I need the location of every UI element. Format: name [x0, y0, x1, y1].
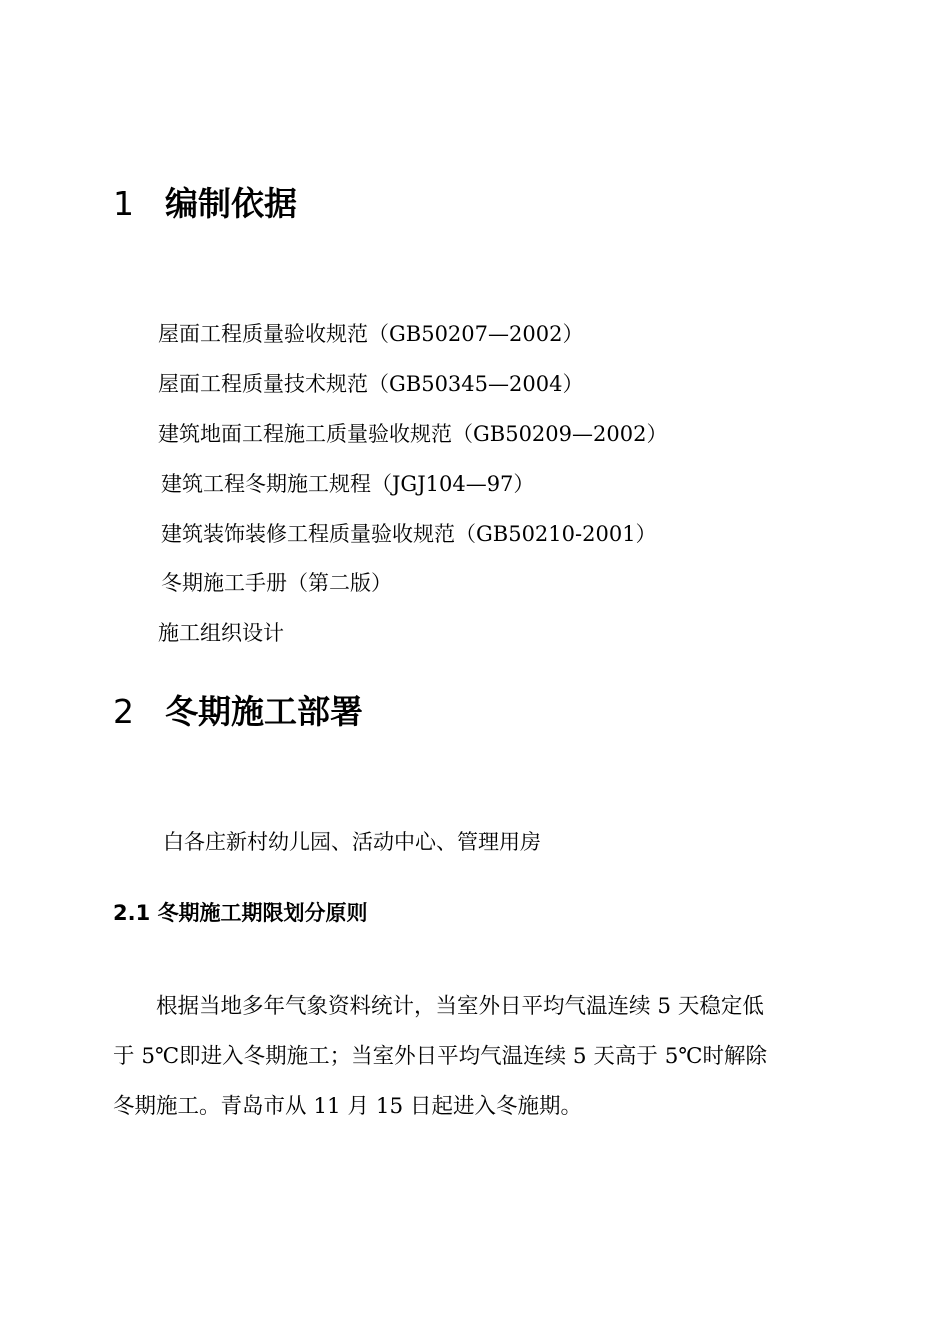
section-2-title: 冬期施工部署	[165, 692, 363, 731]
reference-item: 建筑地面工程施工质量验收规范（GB50209—2002）	[158, 422, 668, 446]
project-name: 白各庄新村幼儿园、活动中心、管理用房	[163, 830, 541, 854]
reference-item: 屋面工程质量技术规范（GB50345—2004）	[158, 372, 584, 396]
reference-item: 施工组织设计	[158, 621, 284, 645]
paragraph-line: 冬期施工。青岛市从 11 月 15 日起进入冬施期。	[113, 1094, 583, 1119]
section-2-heading	[113, 692, 363, 731]
paragraph-line: 于 5℃即进入冬期施工；当室外日平均气温连续 5 天高于 5℃时解除	[113, 1044, 767, 1069]
section-2-number: 2	[113, 692, 134, 731]
reference-item: 建筑装饰装修工程质量验收规范（GB50210-2001）	[161, 522, 657, 546]
section-1-number: 1	[113, 184, 134, 223]
section-1-title: 编制依据	[165, 184, 297, 223]
reference-item: 冬期施工手册（第二版）	[161, 571, 392, 595]
subsection-2-1-heading: 2.1 冬期施工期限划分原则	[113, 901, 368, 925]
paragraph-line: 根据当地多年气象资料统计，当室外日平均气温连续 5 天稳定低	[113, 994, 764, 1019]
reference-item: 建筑工程冬期施工规程（JGJ104—97）	[161, 472, 535, 496]
reference-item: 屋面工程质量验收规范（GB50207—2002）	[158, 322, 584, 346]
section-1-heading	[113, 184, 297, 223]
